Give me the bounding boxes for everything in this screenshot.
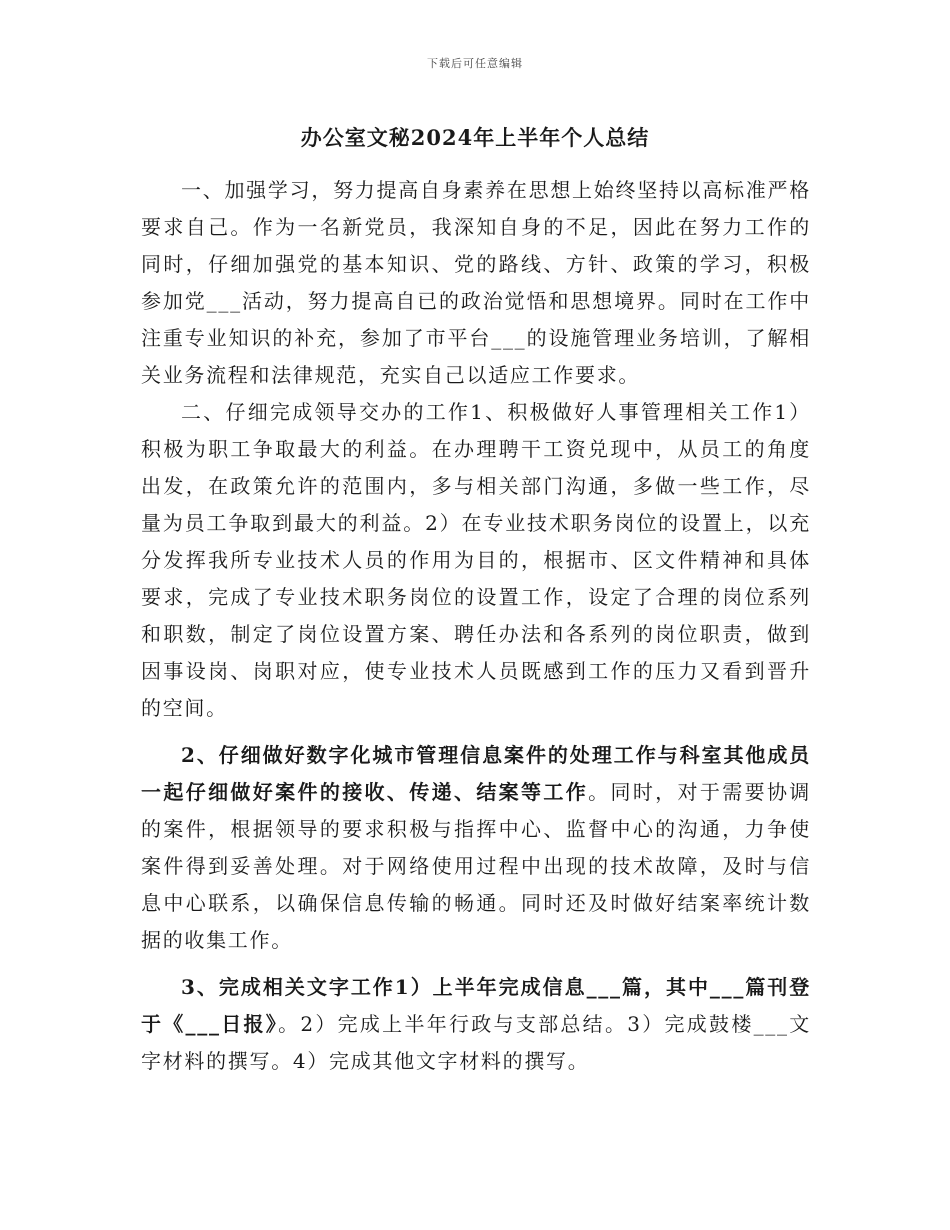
paragraph-bold-lead: 2、仔细做好数字化城市管理信息案件的处理工作与科室其他成员一起仔细做好案件的接收、传递、结案等工作 xyxy=(141,743,811,804)
paragraph-text: 。同时，对于需要协调的案件，根据领导的要求积极与指挥中心、监督中心的沟通，力争使案件得到妥善处理。对于网络使用过程中出现的技术故障，及时与信息中心联系，以确保信息传输的畅通。同时还及时做好结案率统计数据的收集工作。 xyxy=(141,780,812,952)
paragraph-bold-lead: 3、完成相关文字工作1）上半年完成信息___篇，其中___篇刊登于《___日报》 xyxy=(141,975,811,1036)
page-header-note: 下载后可任意编辑 xyxy=(427,57,523,70)
paragraph-text: 二、仔细完成领导交办的工作1、积极做好人事管理相关工作1）积极为职工争取最大的利益。在办理聘干工资兑现中，从员工的角度出发，在政策允许的范围内，多与相关部门沟通，多做一些工作，尽量为员工争取到最大的利益。2）在专业技术职务岗位的设置上，以充分发挥我所专业技术人员的作用为目的，根据市、区文件精神和具体要求，完成了专业技术职务岗位的设置工作，设定了合理的岗位系列和职数，制定了岗位设置方案、聘任办法和各系列的岗位职责，做到因事设岗、岗职对应，使专业技术人员既感到工作的压力又看到晋升的空间。 xyxy=(141,400,811,720)
paragraph-writing-work xyxy=(141,969,811,1080)
paragraph-leader-tasks xyxy=(141,394,811,727)
paragraph-text: 一、加强学习，努力提高自身素养在思想上始终坚持以高标准严格要求自己。作为一名新党员，我深知自身的不足，因此在努力工作的同时，仔细加强党的基本知识、党的路线、方针、政策的学习，积极参加党___活动，努力提高自已的政治觉悟和思想境界。同时在工作中注重专业知识的补充，参加了市平台___的设施管理业务培训，了解相关业务流程和法律规范，充实自己以适应工作要求。 xyxy=(141,178,811,387)
paragraph-study xyxy=(141,172,811,394)
paragraph-case-handling xyxy=(141,737,811,959)
paragraph-text: 。2）完成上半年行政与支部总结。3）完成鼓楼___文字材料的撰写。4）完成其他文字材料的撰写。 xyxy=(141,1012,811,1073)
document-body xyxy=(141,172,811,1080)
document-title: 办公室文秘2024年上半年个人总结 xyxy=(300,125,650,150)
